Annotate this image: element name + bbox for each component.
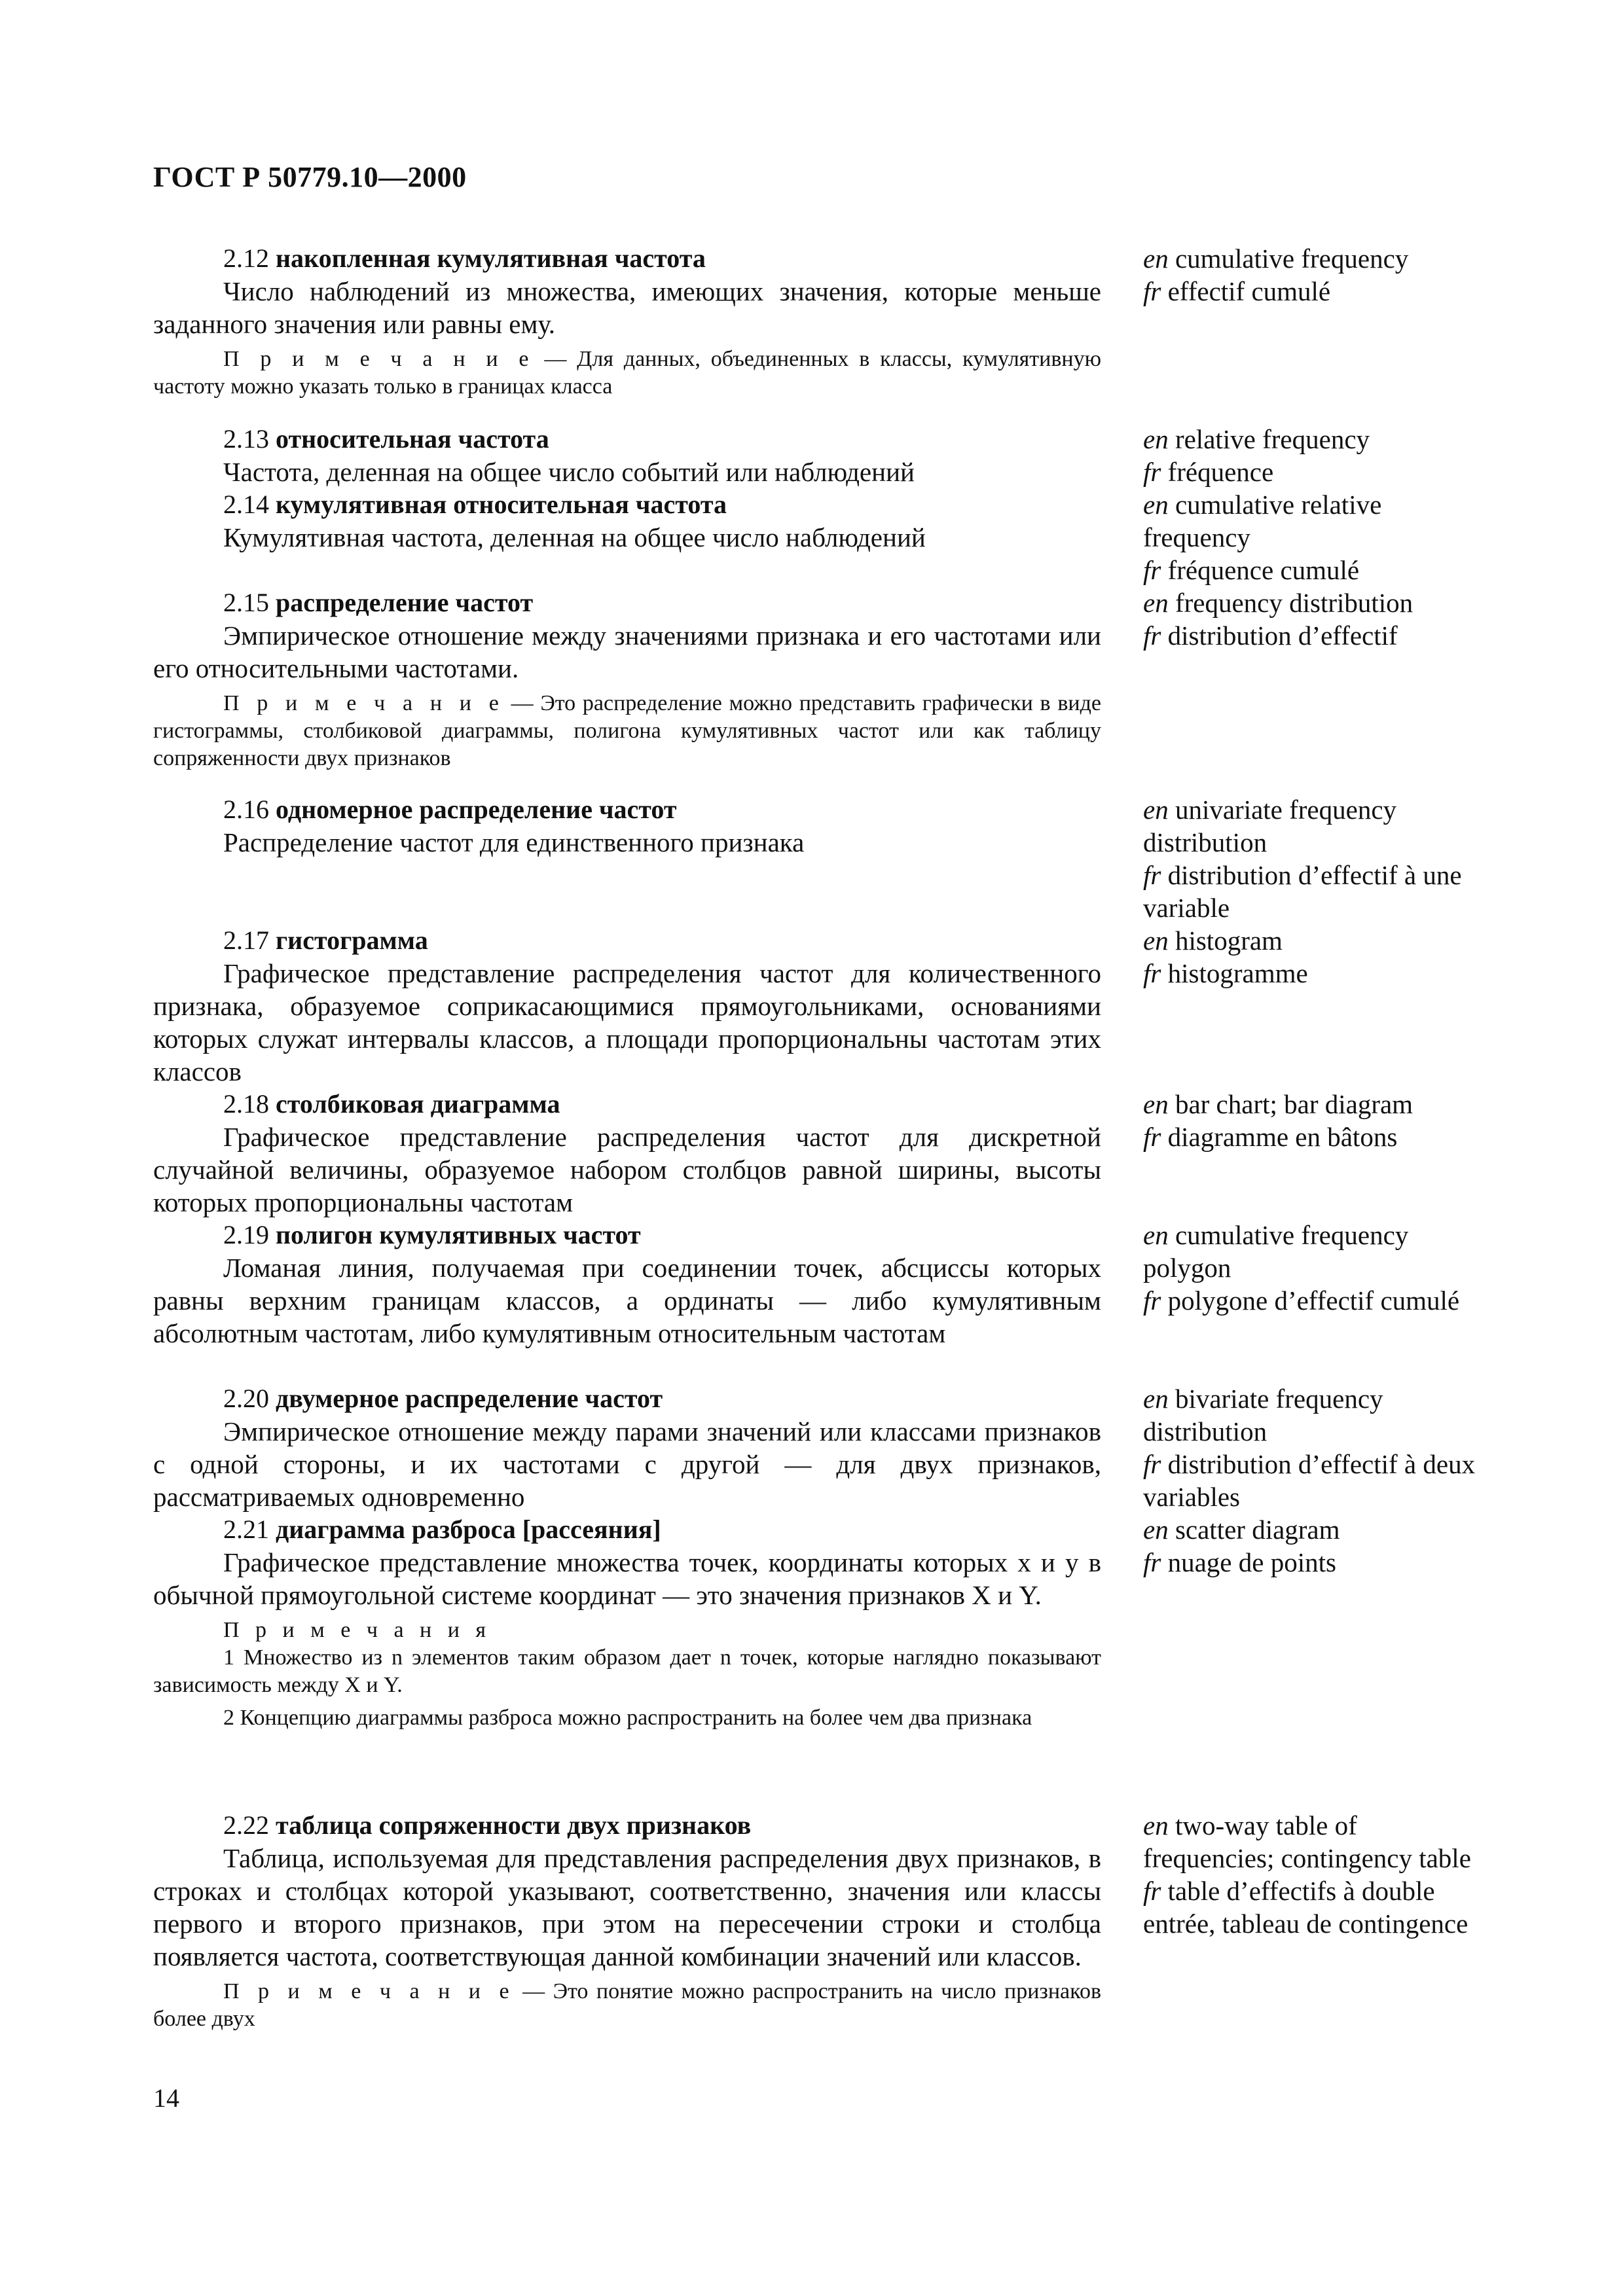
- term-title: 2.17 гистограмма: [223, 925, 428, 955]
- term-entry-2-14: [153, 488, 1482, 586]
- document-header: ГОСТ Р 50779.10—2000: [153, 161, 467, 193]
- term-title: 2.22 таблица сопряженности двух признаков: [223, 1810, 752, 1840]
- term-definition: Графическое представление множества точек, координаты которых x и y в обычной прямоугольной системе координат — это значения признаков X и Y.: [153, 1547, 1101, 1610]
- term-title: 2.12 накопленная кумулятивная частота: [223, 243, 706, 273]
- term-definition: Число наблюдений из множества, имеющих значения, которые меньше заданного значения или равны ему.: [153, 276, 1101, 339]
- term-entry-2-16: [153, 793, 1482, 924]
- term-title: 2.14 кумулятивная относительная частота: [223, 490, 727, 519]
- translations: en univariate frequency distribution fr distribution d’effectif à une variable: [1143, 795, 1462, 923]
- term-note: 2 Концепцию диаграммы разброса можно распространить на более чем два признака: [223, 1706, 1032, 1730]
- term-definition: Частота, деленная на общее число событий или наблюдений: [223, 457, 915, 487]
- term-entry-2-20: [153, 1382, 1482, 1513]
- term-definition: Эмпирическое отношение между парами значений или классами признаков с одной стороны, и их частотами с другой — для двух признаков, рассматриваемых одновременно: [153, 1416, 1101, 1512]
- term-title: 2.20 двумерное распределение частот: [223, 1384, 663, 1413]
- term-entry-2-12: [153, 242, 1482, 401]
- term-definition: Графическое представление распределения частот для количественного признака, образуемое соприкасающимися прямоугольниками, основаниями которых служат интервалы классов, а площади пропорциональны частотам этих классов: [153, 958, 1101, 1086]
- term-note: 1 Множество из n элементов таким образом дает n точек, которые наглядно показывают зависимость между X и Y.: [153, 1645, 1101, 1697]
- page-number: 14: [153, 2083, 179, 2113]
- term-title: 2.13 относительная частота: [223, 424, 549, 454]
- term-definition: Кумулятивная частота, деленная на общее число наблюдений: [223, 522, 926, 552]
- term-entry-2-15: [153, 586, 1482, 772]
- term-note: П р и м е ч а н и е — Это понятие можно распространить на число признаков более двух: [153, 1979, 1101, 2031]
- term-definition: Графическое представление распределения частот для дискретной случайной величины, образуемое набором столбцов равной ширины, высоты которых пропорциональны частотам: [153, 1122, 1101, 1217]
- translations: en cumulative frequency polygon fr polygone d’effectif cumulé: [1143, 1220, 1460, 1316]
- term-entry-2-17: [153, 924, 1482, 1088]
- translations: en two-way table of frequencies; contingency table fr table d’effectifs à double entrée, tableau de contingence: [1143, 1810, 1471, 1939]
- translations: en bivariate frequency distribution fr distribution d’effectif à deux variables: [1143, 1384, 1476, 1512]
- term-note: П р и м е ч а н и е — Для данных, объединенных в классы, кумулятивную частоту можно указать только в границах класса: [153, 347, 1101, 399]
- term-title: 2.19 полигон кумулятивных частот: [223, 1220, 641, 1249]
- translations: en bar chart; bar diagram fr diagramme en bâtons: [1143, 1089, 1413, 1152]
- term-entry-2-22: [153, 1809, 1482, 2033]
- term-title: 2.21 диаграмма разброса [рассеяния]: [223, 1515, 661, 1544]
- term-definition: Ломаная линия, получаемая при соединении точек, абсциссы которых равны верхним границам классов, а ординаты — либо кумулятивным абсолютным частотам, либо кумулятивным относительным частотам: [153, 1253, 1101, 1348]
- translations: en cumulative frequency fr effectif cumulé: [1143, 243, 1409, 306]
- notes-heading: П р и м е ч а н и я: [223, 1618, 492, 1642]
- term-entry-2-13: [153, 423, 1482, 488]
- term-title: 2.18 столбиковая диаграмма: [223, 1089, 560, 1119]
- translations: en scatter diagram fr nuage de points: [1143, 1515, 1340, 1577]
- term-entry-2-18: [153, 1088, 1482, 1219]
- translations: en cumulative relative frequency fr fréquence cumulé: [1143, 490, 1382, 585]
- term-definition: Распределение частот для единственного признака: [223, 827, 805, 857]
- translations: en relative frequency fr fréquence: [1143, 424, 1370, 487]
- term-note: П р и м е ч а н и е — Это распределение можно представить графически в виде гистограммы, столбиковой диаграммы, полигона кумулятивных частот или как таблицу сопряженности двух признаков: [153, 691, 1101, 770]
- term-definition: Эмпирическое отношение между значениями признака и его частотами или его относительными частотами.: [153, 620, 1101, 683]
- term-definition: Таблица, используемая для представления распределения двух признаков, в строках и столбцах которой указывают, соответственно, значения или классы первого и второго признаков, при этом на пересечении строки и столбца появляется частота, соответствующая данной комбинации значений или классов.: [153, 1843, 1101, 1971]
- term-title: 2.15 распределение частот: [223, 588, 534, 617]
- translations: en frequency distribution fr distribution d’effectif: [1143, 588, 1413, 651]
- translations: en histogram fr histogramme: [1143, 925, 1308, 988]
- term-entry-2-19: [153, 1219, 1482, 1350]
- term-title: 2.16 одномерное распределение частот: [223, 795, 677, 824]
- term-entry-2-21: [153, 1513, 1482, 1732]
